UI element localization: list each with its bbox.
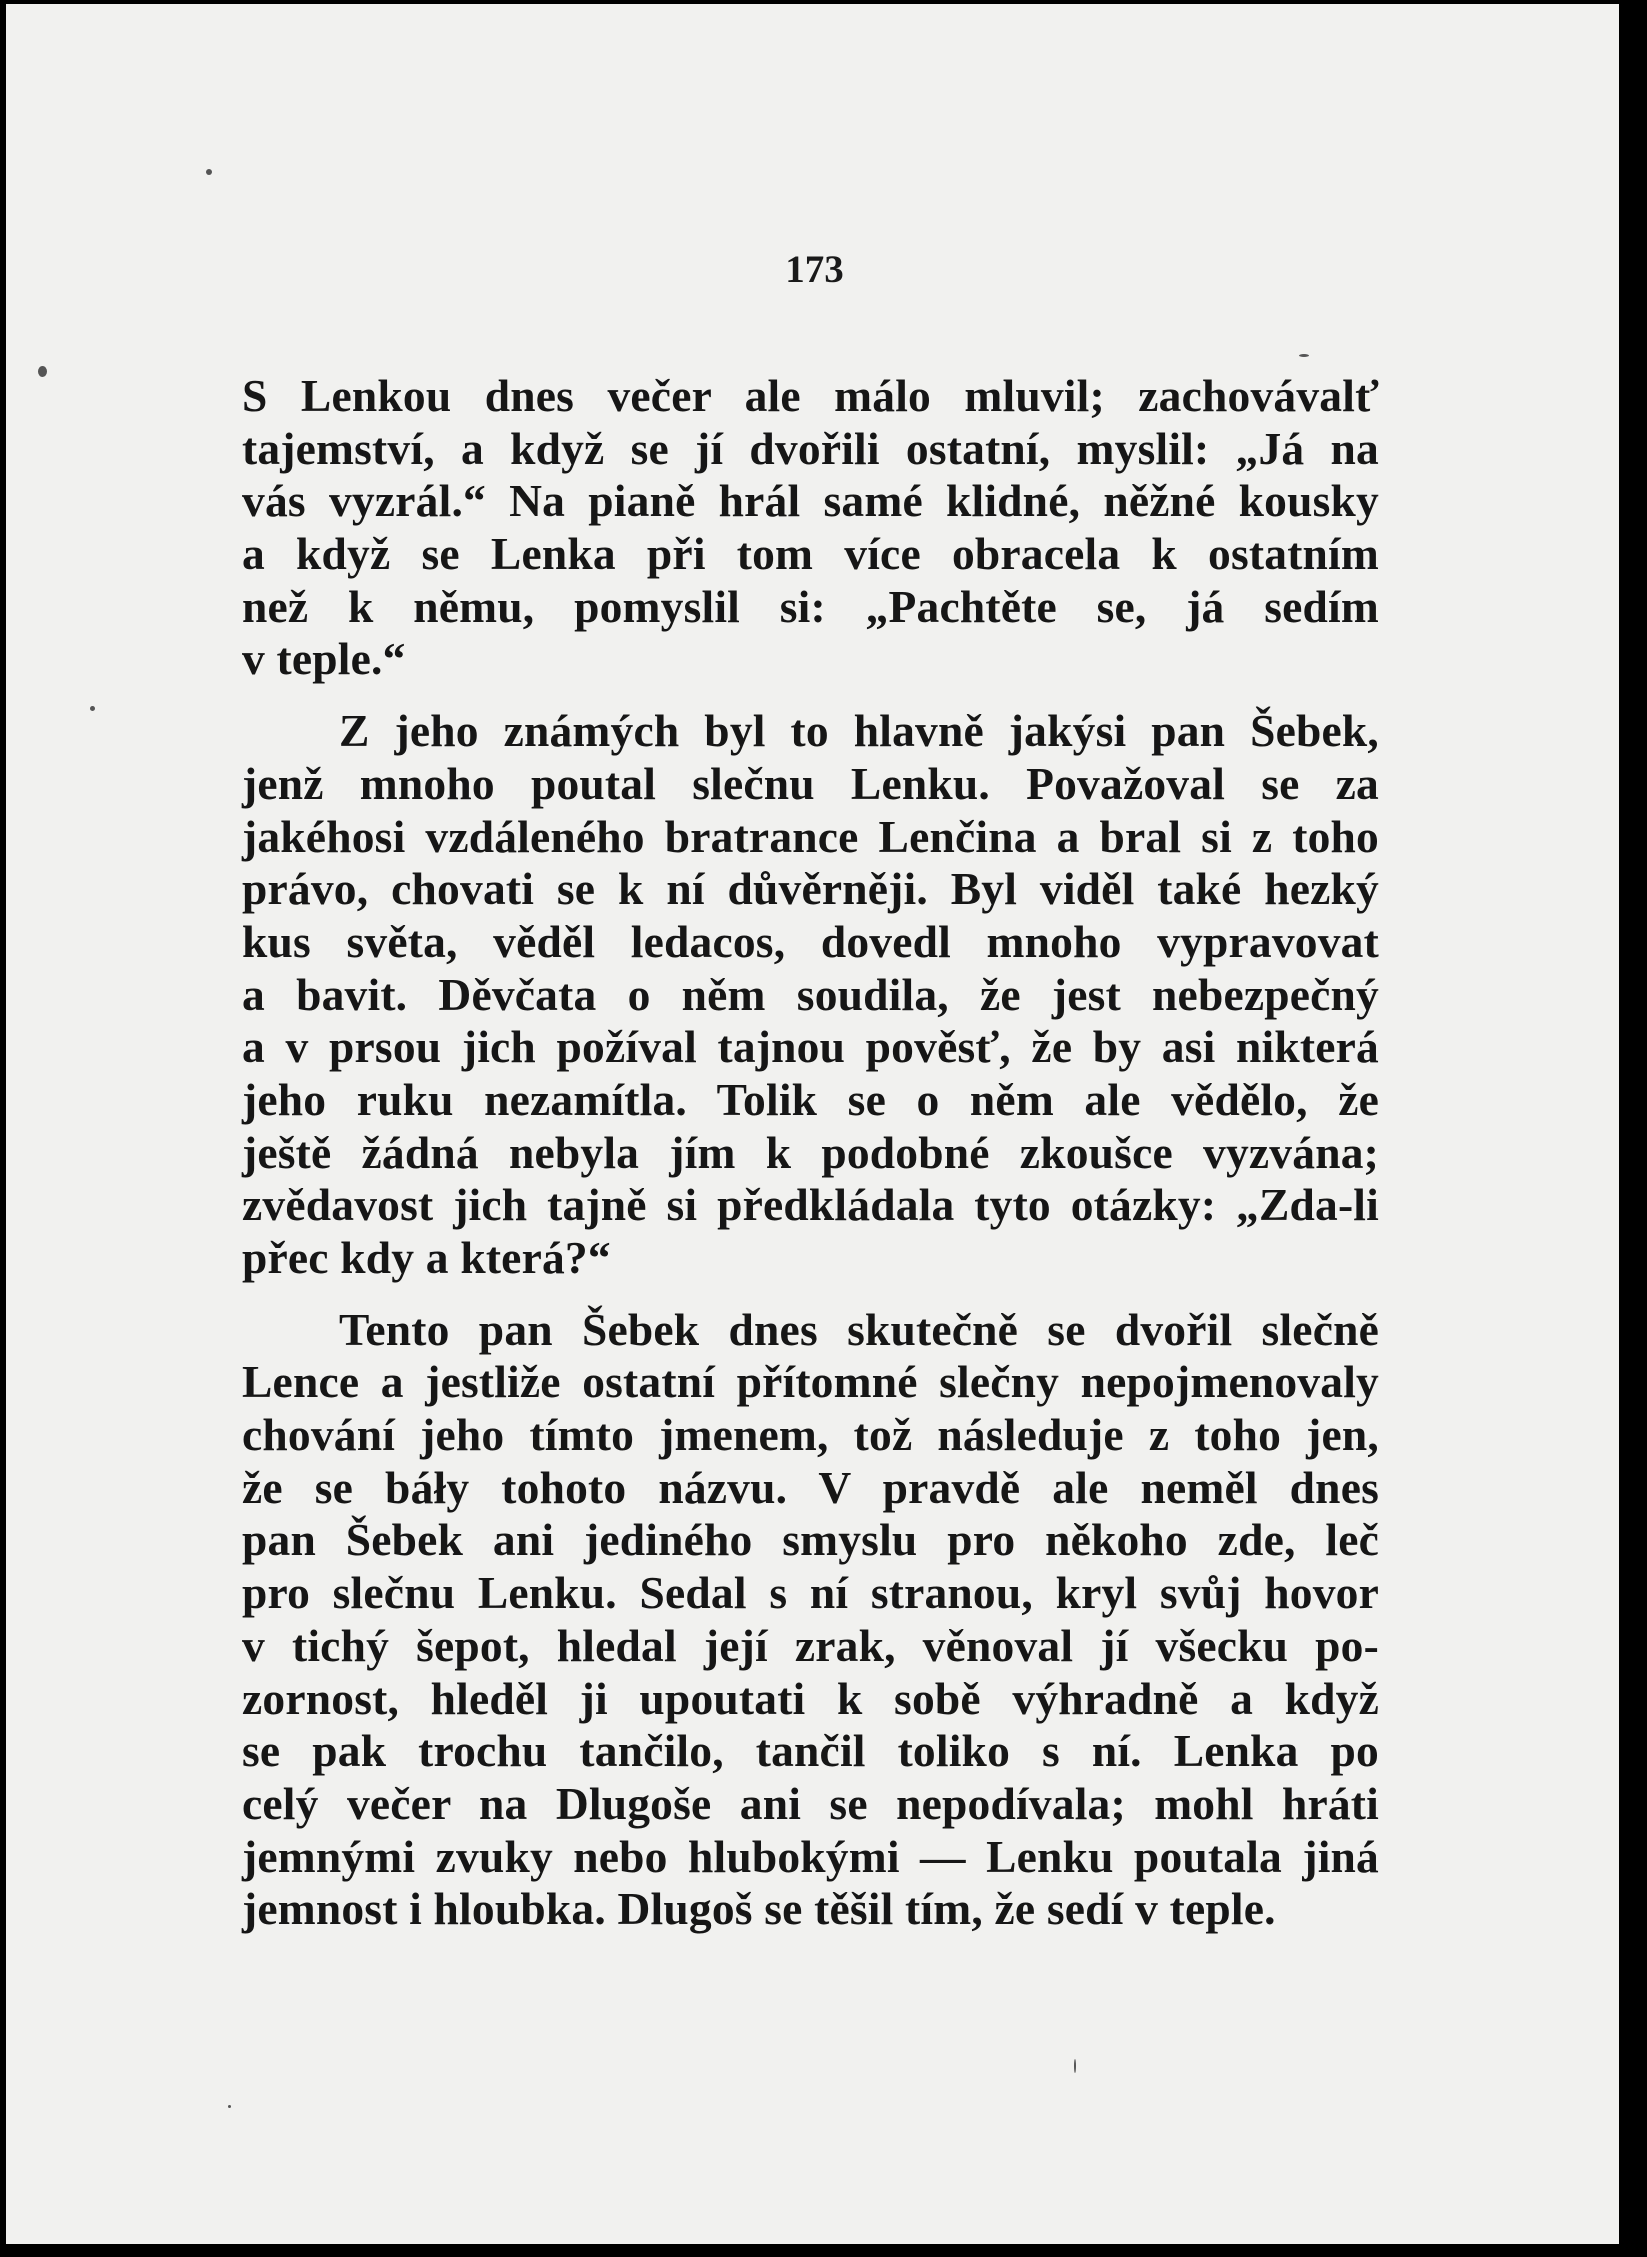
body-text (242, 370, 1379, 1936)
text-line: vás vyzrál.“ Na pianě hrál samé klidné, něžné kousky (242, 475, 1379, 527)
page-number: 173 (785, 248, 844, 291)
text-line: se pak trochu tančilo, tančil toliko s ní. Lenka po (242, 1725, 1379, 1777)
text-line: že se báły tohoto názvu. V pravdě ale neměl dnes (242, 1461, 1379, 1513)
text-line: v teple.“ (242, 633, 406, 685)
text-line: zvědavost jich tajně si předkládala tyto otázky: „Zda-li (242, 1179, 1379, 1231)
text-line: Z jeho známých byl to hlavně jakýsi pan Šebek, (339, 705, 1379, 757)
text-line: Lence a jestliže ostatní přítomné slečny nepojmenovaly (242, 1356, 1379, 1408)
text-line: tajemství, a když se jí dvořili ostatní, myslil: „Já na (242, 422, 1379, 474)
text-line: přec kdy a která?“ (242, 1232, 611, 1283)
text-line: chování jeho tímto jmenem, tož následuje z toho jen, (242, 1409, 1379, 1461)
text-line: jeho ruku nezamítla. Tolik se o něm ale vědělo, že (242, 1073, 1379, 1125)
text-line: než k němu, pomyslil si: „Pachtěte se, já sedím (242, 580, 1379, 632)
text-line: kus světa, věděl ledacos, dovedl mnoho vypravovat (242, 915, 1379, 967)
text-line: celý večer na Dlugoše ani se nepodívala; mohl hráti (242, 1777, 1379, 1829)
paragraph (242, 705, 1379, 1285)
scan-speck (1299, 354, 1309, 357)
text-line: v tichý šepot, hledal její zrak, věnoval jí všecku po- (242, 1619, 1379, 1671)
text-line: pan Šebek ani jediného smyslu pro někoho zde, leč (242, 1514, 1379, 1566)
text-line: ještě žádná nebyla jím k podobné zkoušce vyzvána; (242, 1126, 1379, 1178)
scan-speck (90, 706, 95, 711)
paragraph (242, 370, 1379, 686)
text-line: a v prsou jich požíval tajnou pověsť, že by asi nikterá (242, 1021, 1379, 1073)
scan-speck (38, 366, 47, 377)
text-line: jemnými zvuky nebo hlubokými — Lenku poutala jiná (242, 1830, 1379, 1882)
text-line: jakéhosi vzdáleného bratrance Lenčina a bral si z toho (242, 810, 1379, 862)
book-page (6, 4, 1619, 2244)
text-line: pro slečnu Lenku. Sedal s ní stranou, kryl svůj hovor (242, 1567, 1379, 1619)
text-line: a když se Lenka při tom více obracela k ostatním (242, 528, 1379, 580)
text-line: jemnost i hloubka. Dlugoš se těšil tím, že sedí v teple. (242, 1883, 1276, 1935)
scan-speck (206, 169, 212, 175)
text-line: právo, chovati se k ní důvěrněji. Byl viděl také hezký (242, 863, 1379, 915)
text-line: S Lenkou dnes večer ale málo mluvil; zachovávalť (242, 370, 1379, 421)
text-line: Tento pan Šebek dnes skutečně se dvořil slečně (339, 1303, 1379, 1355)
text-line: jenž mnoho poutal slečnu Lenku. Považoval se za (242, 757, 1379, 809)
paragraph (242, 1304, 1379, 1936)
scan-speck (1074, 2059, 1076, 2073)
scan-speck (228, 2105, 231, 2108)
text-line: zornost, hleděl ji upoutati k sobě výhradně a když (242, 1672, 1379, 1724)
text-line: a bavit. Děvčata o něm soudila, že jest nebezpečný (242, 968, 1379, 1020)
